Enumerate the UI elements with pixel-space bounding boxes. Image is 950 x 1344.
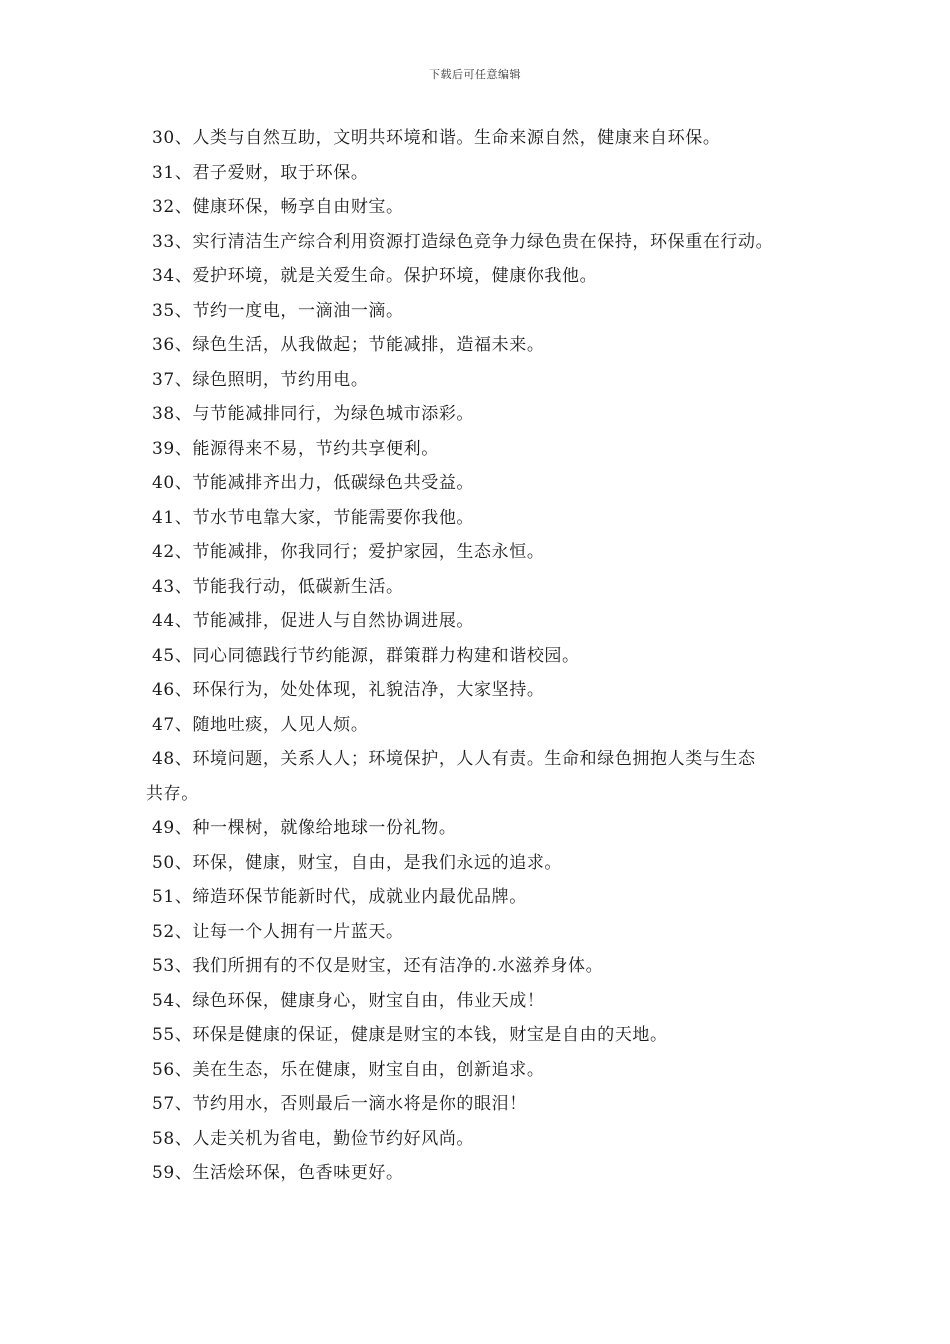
item-number: 55、 [152, 1025, 193, 1045]
item-number: 41、 [152, 507, 193, 528]
item-text: 君子爱财，取于环保。 [192, 162, 369, 183]
item-text: 种一棵树，就像给地球一份礼物。 [192, 818, 457, 838]
item-number: 30、 [152, 128, 193, 148]
item-number: 47、 [152, 714, 193, 735]
item-text: 同心同德践行节约能源，群策群力构建和谐校园。 [192, 645, 580, 666]
item-number: 32、 [152, 197, 193, 217]
list-item [146, 984, 826, 1019]
item-number: 43、 [152, 576, 193, 597]
slogan-list [146, 121, 826, 1191]
list-item [146, 742, 826, 777]
item-text: 节能减排，促进人与自然协调进展。 [192, 611, 475, 631]
list-item [146, 397, 826, 432]
item-text: 让每一个人拥有一片蓝天。 [192, 921, 404, 942]
list-item [146, 1122, 826, 1157]
list-item [146, 328, 826, 363]
item-number: 54、 [152, 990, 193, 1011]
list-item [146, 880, 826, 915]
item-number: 59、 [152, 1163, 193, 1183]
list-item [146, 673, 826, 708]
item-number: 56、 [152, 1059, 193, 1080]
item-text: 节水节电靠大家，节能需要你我他。 [192, 507, 475, 528]
list-item [146, 639, 826, 674]
item-number: 39、 [152, 438, 193, 459]
item-number: 45、 [152, 645, 193, 666]
item-number: 42、 [152, 542, 193, 562]
item-text: 美在生态，乐在健康，财宝自由，创新追求。 [192, 1059, 545, 1080]
list-item [146, 1087, 826, 1122]
item-text: 节能减排，你我同行；爱护家园，生态永恒。 [192, 542, 545, 562]
list-item [146, 1018, 826, 1053]
page-header-note: 下载后可任意编辑 [429, 68, 521, 81]
item-text: 人类与自然互助，文明共环境和谐。生命来源自然，健康来自环保。 [192, 128, 721, 148]
item-text: 绿色环保，健康身心，财宝自由，伟业天成！ [192, 990, 545, 1011]
list-item [146, 225, 826, 260]
list-item [146, 846, 826, 881]
item-text: 生活烩环保，色香味更好。 [192, 1163, 404, 1183]
list-item [146, 501, 826, 536]
list-item [146, 190, 826, 225]
item-number: 33、 [152, 231, 193, 252]
item-text: 实行清洁生产综合利用资源打造绿色竞争力绿色贵在保持，环保重在行动。 [192, 231, 774, 252]
list-item [146, 432, 826, 467]
item-text: 与节能减排同行，为绿色城市添彩。 [192, 404, 475, 424]
item-text: 绿色生活，从我做起；节能减排，造福未来。 [192, 335, 545, 355]
item-text: 节能我行动，低碳新生活。 [192, 576, 404, 597]
list-item [146, 570, 826, 605]
item-text: 环保行为，处处体现，礼貌洁净，大家坚持。 [192, 680, 545, 700]
item-number: 52、 [152, 921, 193, 942]
item-text: 人走关机为省电，勤俭节约好风尚。 [192, 1128, 475, 1149]
item-number: 53、 [152, 956, 193, 976]
list-item [146, 259, 826, 294]
item-number: 49、 [152, 818, 193, 838]
item-text: 爱护环境，就是关爱生命。保护环境，健康你我他。 [192, 266, 598, 286]
list-item [146, 949, 826, 984]
item-number: 40、 [152, 473, 193, 493]
list-item [146, 604, 826, 639]
item-text: 环保，健康，财宝，自由，是我们永远的追求。 [192, 852, 563, 873]
item-number: 31、 [152, 162, 193, 183]
item-number: 58、 [152, 1128, 193, 1149]
item-text: 我们所拥有的不仅是财宝，还有洁净的.水滋养身体。 [192, 956, 604, 976]
list-item [146, 121, 826, 156]
list-item [146, 1053, 826, 1088]
item-text: 节约一度电，一滴油一滴。 [192, 300, 404, 321]
list-item [146, 811, 826, 846]
list-item [146, 363, 826, 398]
list-item [146, 156, 826, 191]
list-item [146, 466, 826, 501]
item-text: 健康环保，畅享自由财宝。 [192, 197, 404, 217]
list-item [146, 915, 826, 950]
list-item [146, 535, 826, 570]
item-text: 节约用水，否则最后一滴水将是你的眼泪！ [192, 1094, 527, 1114]
item-text: 节能减排齐出力，低碳绿色共受益。 [192, 473, 475, 493]
item-number: 34、 [152, 266, 193, 286]
item-text: 环境问题，关系人人；环境保护，人人有责。生命和绿色拥抱人类与生态 [192, 749, 756, 769]
item-number: 35、 [152, 300, 193, 321]
item-number: 37、 [152, 369, 193, 390]
item-number: 44、 [152, 611, 193, 631]
item-number: 57、 [152, 1094, 193, 1114]
list-item [146, 294, 826, 329]
item-number: 36、 [152, 335, 193, 355]
item-number: 51、 [152, 887, 193, 907]
list-item [146, 1156, 826, 1191]
item-text: 缔造环保节能新时代，成就业内最优品牌。 [192, 887, 527, 907]
item-number: 50、 [152, 852, 193, 873]
item-number: 46、 [152, 680, 193, 700]
item-number: 48、 [152, 749, 193, 769]
item-number: 38、 [152, 404, 193, 424]
list-item [146, 708, 826, 743]
item-text: 环保是健康的保证，健康是财宝的本钱，财宝是自由的天地。 [192, 1025, 668, 1045]
item-text: 随地吐痰，人见人烦。 [192, 714, 369, 735]
item-text-continuation: 共存。 [146, 783, 199, 804]
item-text: 能源得来不易，节约共享便利。 [192, 438, 439, 459]
item-text: 绿色照明，节约用电。 [192, 369, 369, 390]
